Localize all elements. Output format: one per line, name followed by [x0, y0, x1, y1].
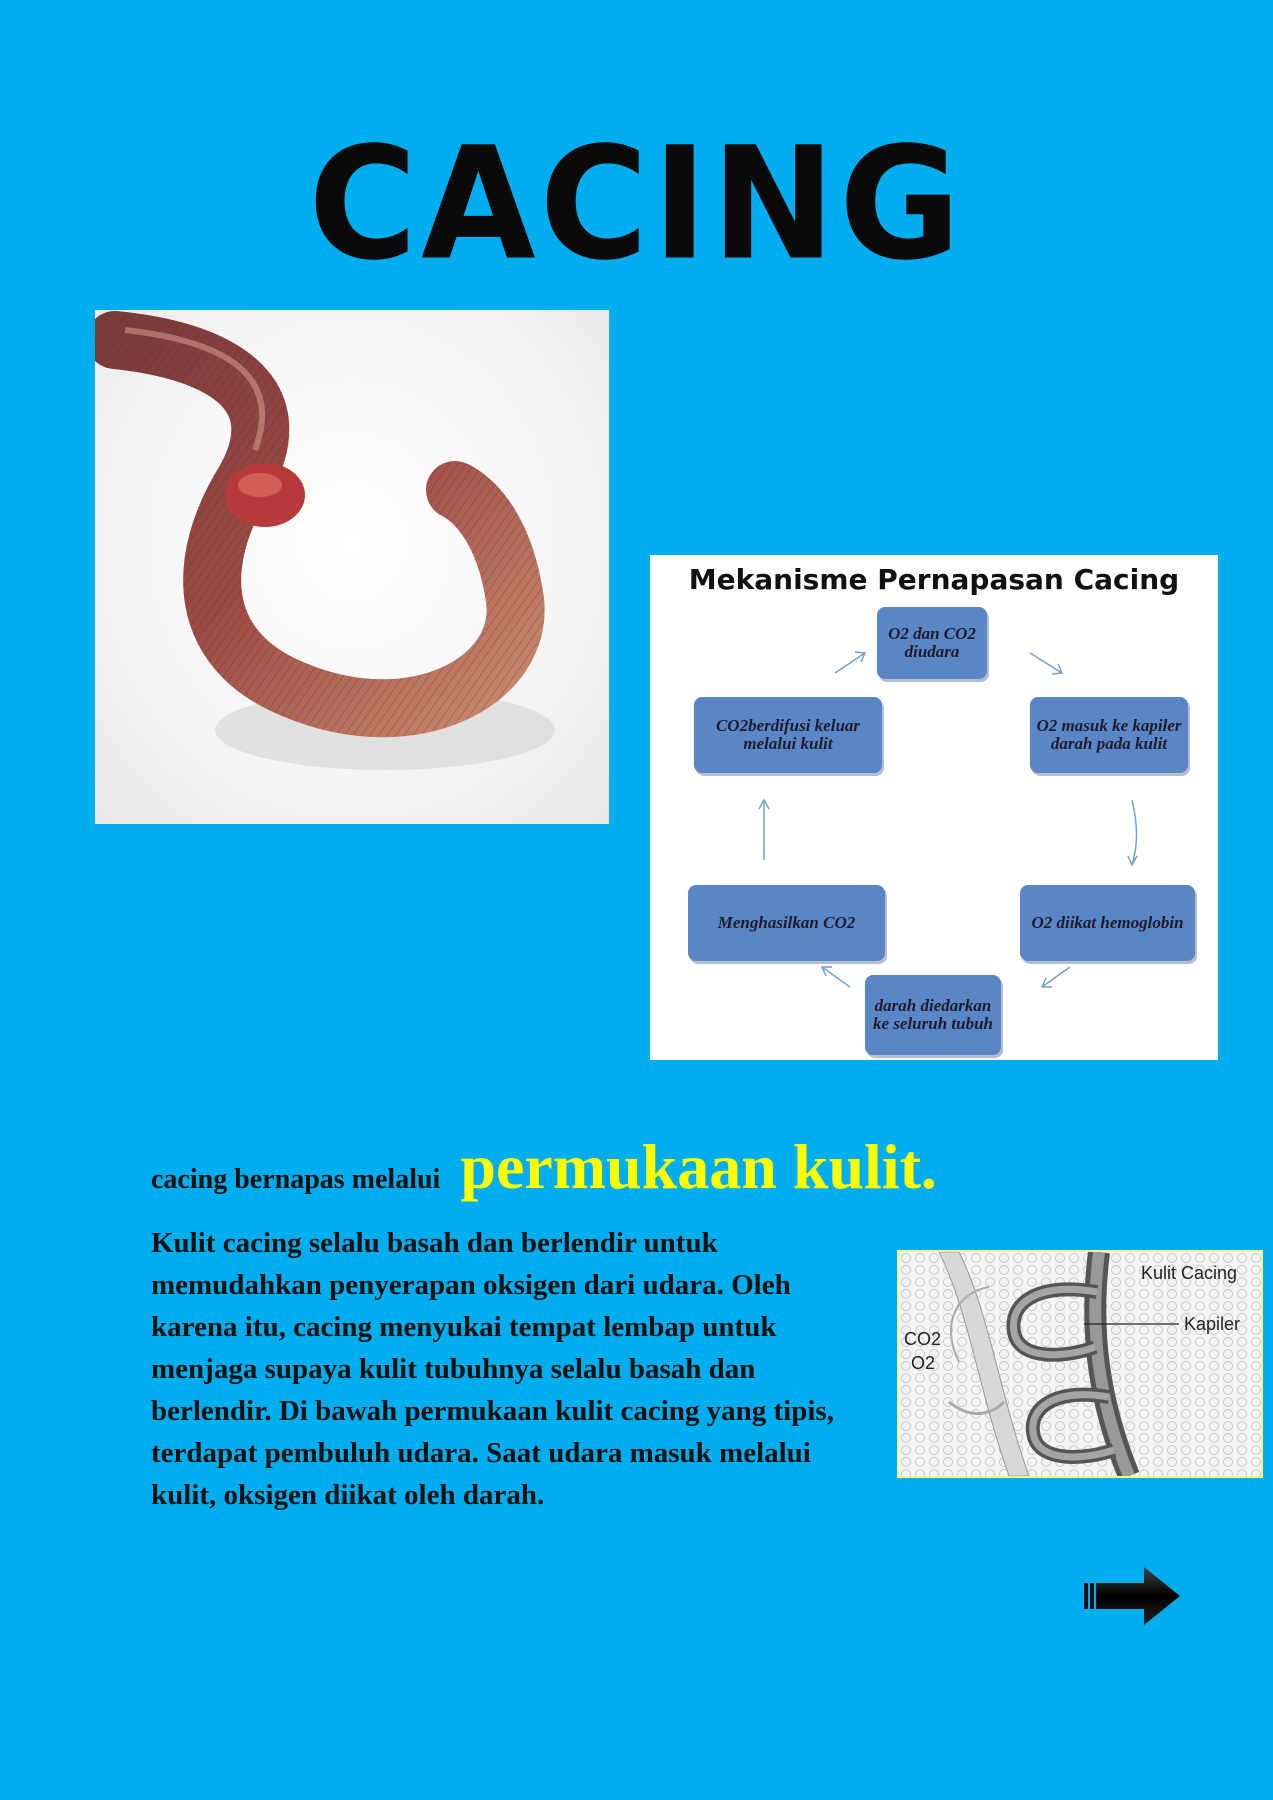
skin-capillary-figure: [897, 1250, 1263, 1478]
label-co2: CO2: [904, 1329, 942, 1349]
body-paragraph: Kulit cacing selalu basah dan berlendir untuk memudahkan penyerapan oksigen dari udara. Oleh karena itu, cacing menyukai tempat lembap untuk menjaga supaya kulit tubuhnya selalu basah dan berlendir. Di bawah permukaan kulit cacing yang tipis, terdapat pembuluh udara. Saat udara masuk melalui kulit, oksigen diikat oleh darah.: [151, 1227, 834, 1511]
intro-text: cacing bernapas melalui: [151, 1164, 441, 1195]
label-skin: Kulit Cacing: [1141, 1263, 1238, 1283]
arrow-right-icon: [1082, 1565, 1182, 1627]
diagram-node-air: O2 dan CO2 diudara: [877, 607, 987, 679]
label-o2: O2: [911, 1353, 936, 1373]
page-title: CACING: [308, 113, 965, 295]
intro-line: [151, 1130, 937, 1204]
respiration-diagram: [650, 555, 1218, 1060]
diagram-node-co2-produced: Menghasilkan CO2: [688, 885, 885, 961]
earthworm-photo: [95, 310, 609, 824]
label-capillary: Kapiler: [1184, 1314, 1241, 1334]
diagram-node-co2-diffusion: CO2berdifusi keluar melalui kulit: [694, 697, 882, 773]
diagram-title: Mekanisme Pernapasan Cacing: [688, 563, 1180, 596]
next-page-button[interactable]: [1082, 1565, 1182, 1627]
body-paragraph-block: [151, 1222, 1241, 1516]
diagram-node-circulation: darah diedarkan ke seluruh tubuh: [865, 975, 1001, 1055]
diagram-node-hemoglobin: O2 diikat hemoglobin: [1020, 885, 1195, 961]
intro-highlight: permukaan kulit.: [460, 1131, 937, 1202]
diagram-node-capillary: O2 masuk ke kapiler darah pada kulit: [1030, 697, 1188, 773]
